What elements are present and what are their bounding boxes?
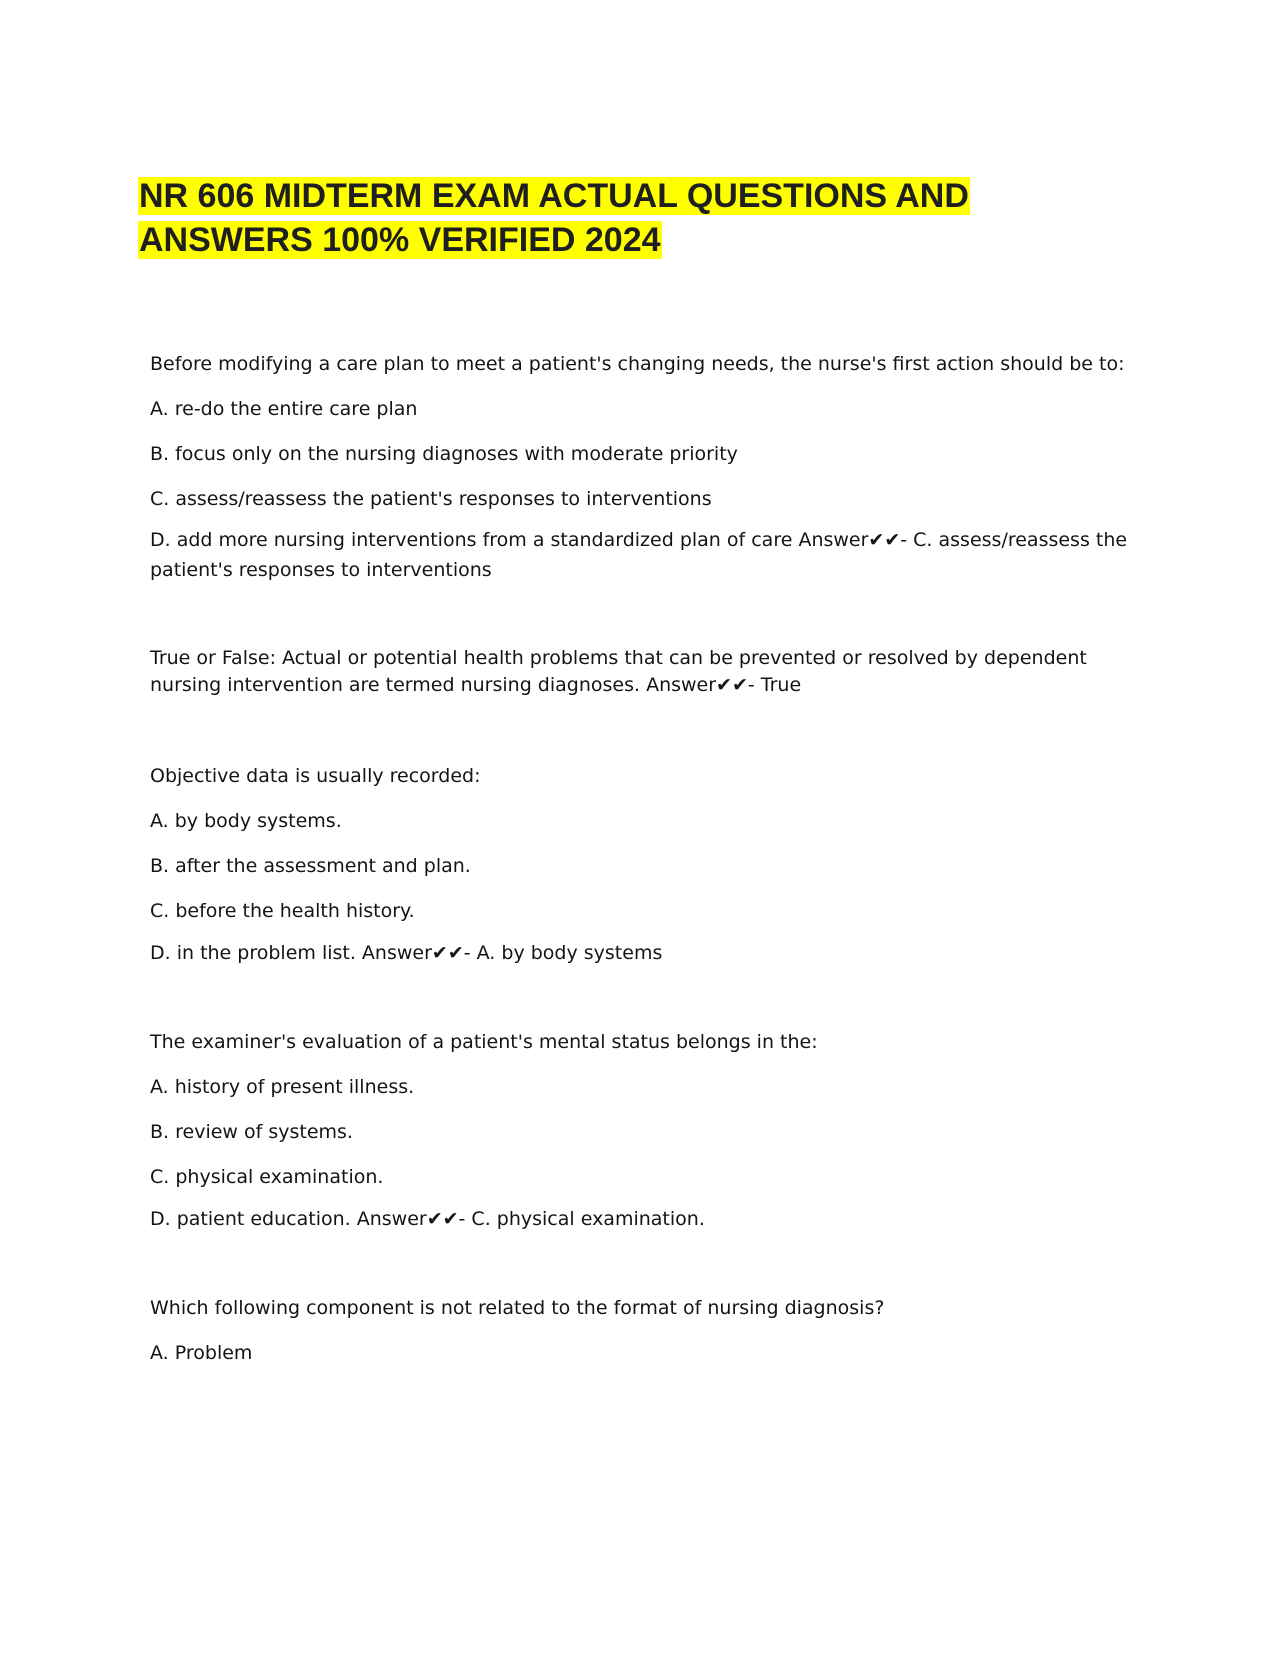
q2-question-answer: True or False: Actual or potential health problems that can be prevented or resolved by dependent nursing intervention are termed nursing diagnoses. Answer✔✔- True xyxy=(150,647,1087,696)
title-highlight-2: ANSWERS 100% VERIFIED 2024 xyxy=(139,221,661,259)
title-highlight-1: NR 606 MIDTERM EXAM ACTUAL QUESTIONS AND xyxy=(139,177,969,215)
q4-question: The examiner's evaluation of a patient's mental status belongs in the: xyxy=(150,1031,818,1053)
q5-question: Which following component is not related to the format of nursing diagnosis? xyxy=(150,1297,885,1319)
q5-option-a: A. Problem xyxy=(150,1342,253,1364)
q1-option-d-answer: D. add more nursing interventions from a standardized plan of care Answer✔✔- C. assess/reassess the patient's responses to interventions xyxy=(150,529,1128,581)
q1-option-a: A. re-do the entire care plan xyxy=(150,398,418,420)
q1-option-b: B. focus only on the nursing diagnoses with moderate priority xyxy=(150,443,738,465)
title-line-1 xyxy=(138,174,1098,218)
q4-option-d-answer: D. patient education. Answer✔✔- C. physical examination. xyxy=(150,1208,705,1230)
q4-option-b: B. review of systems. xyxy=(150,1121,353,1143)
question-list xyxy=(150,350,1130,1367)
q4-option-a: A. history of present illness. xyxy=(150,1076,415,1098)
q1-option-c: C. assess/reassess the patient's responses to interventions xyxy=(150,488,712,510)
q3-option-c: C. before the health history. xyxy=(150,900,415,922)
q4-option-c: C. physical examination. xyxy=(150,1166,384,1188)
q3-option-b: B. after the assessment and plan. xyxy=(150,855,471,877)
q3-option-a: A. by body systems. xyxy=(150,810,342,832)
page-title xyxy=(138,174,1098,262)
title-line-2 xyxy=(138,218,1098,262)
q3-option-d-answer: D. in the problem list. Answer✔✔- A. by body systems xyxy=(150,942,663,964)
q3-question: Objective data is usually recorded: xyxy=(150,765,481,787)
q1-question: Before modifying a care plan to meet a patient's changing needs, the nurse's first action should be to: xyxy=(150,353,1125,375)
